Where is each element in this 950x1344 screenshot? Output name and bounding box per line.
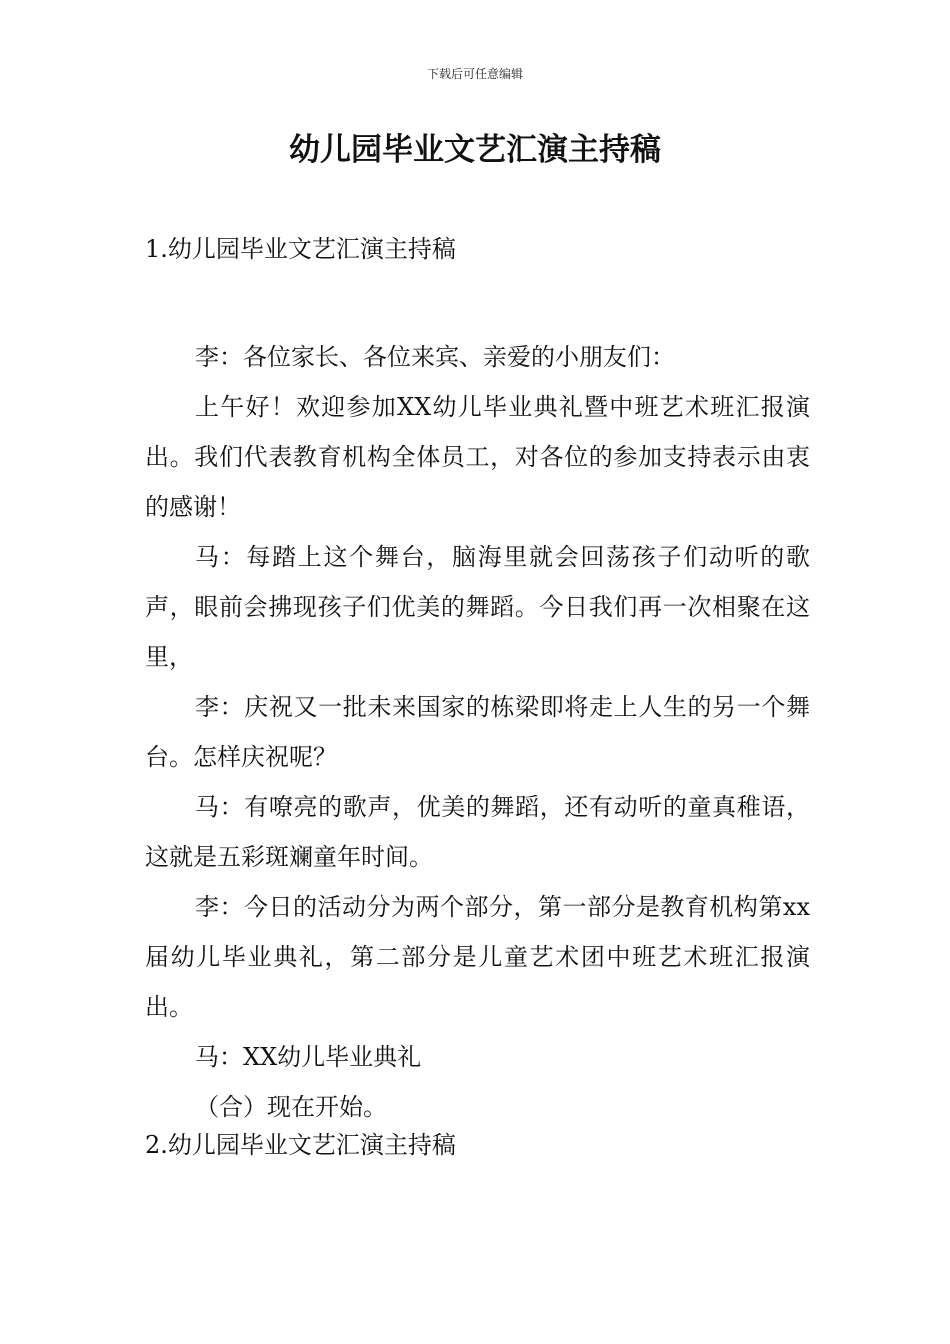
paragraph-greeting: 李：各位家长、各位来宾、亲爱的小朋友们： (195, 343, 675, 371)
paragraph-celebrate: 李：庆祝又一批未来国家的栋梁即将走上人生的另一个舞台。怎样庆祝呢？ (145, 693, 810, 771)
section-1-body (145, 332, 810, 1132)
paragraph-stage: 马：每踏上这个舞台，脑海里就会回荡孩子们动听的歌声，眼前会拂现孩子们优美的舞蹈。今日我们再一次相聚在这里， (145, 543, 810, 671)
paragraph-ceremony: 马：XX幼儿毕业典礼 (195, 1043, 422, 1071)
paragraph-program: 李：今日的活动分为两个部分，第一部分是教育机构第xx届幼儿毕业典礼，第二部分是儿童艺术团中班艺术班汇报演出。 (145, 893, 810, 1021)
header-note: 下载后可任意编辑 (426, 67, 523, 81)
document-title: 幼儿园毕业文艺汇演主持稿 (289, 132, 661, 168)
section-heading-1: 1.幼儿园毕业文艺汇演主持稿 (145, 235, 456, 263)
section-heading-2: 2.幼儿园毕业文艺汇演主持稿 (145, 1131, 456, 1159)
paragraph-welcome: 上午好！欢迎参加XX幼儿毕业典礼暨中班艺术班汇报演出。我们代表教育机构全体员工，对各位的参加支持表示由衷的感谢！ (145, 393, 810, 521)
paragraph-songs: 马：有嘹亮的歌声，优美的舞蹈，还有动听的童真稚语，这就是五彩斑斓童年时间。 (145, 793, 810, 871)
paragraph-begin: （合）现在开始。 (195, 1093, 387, 1121)
